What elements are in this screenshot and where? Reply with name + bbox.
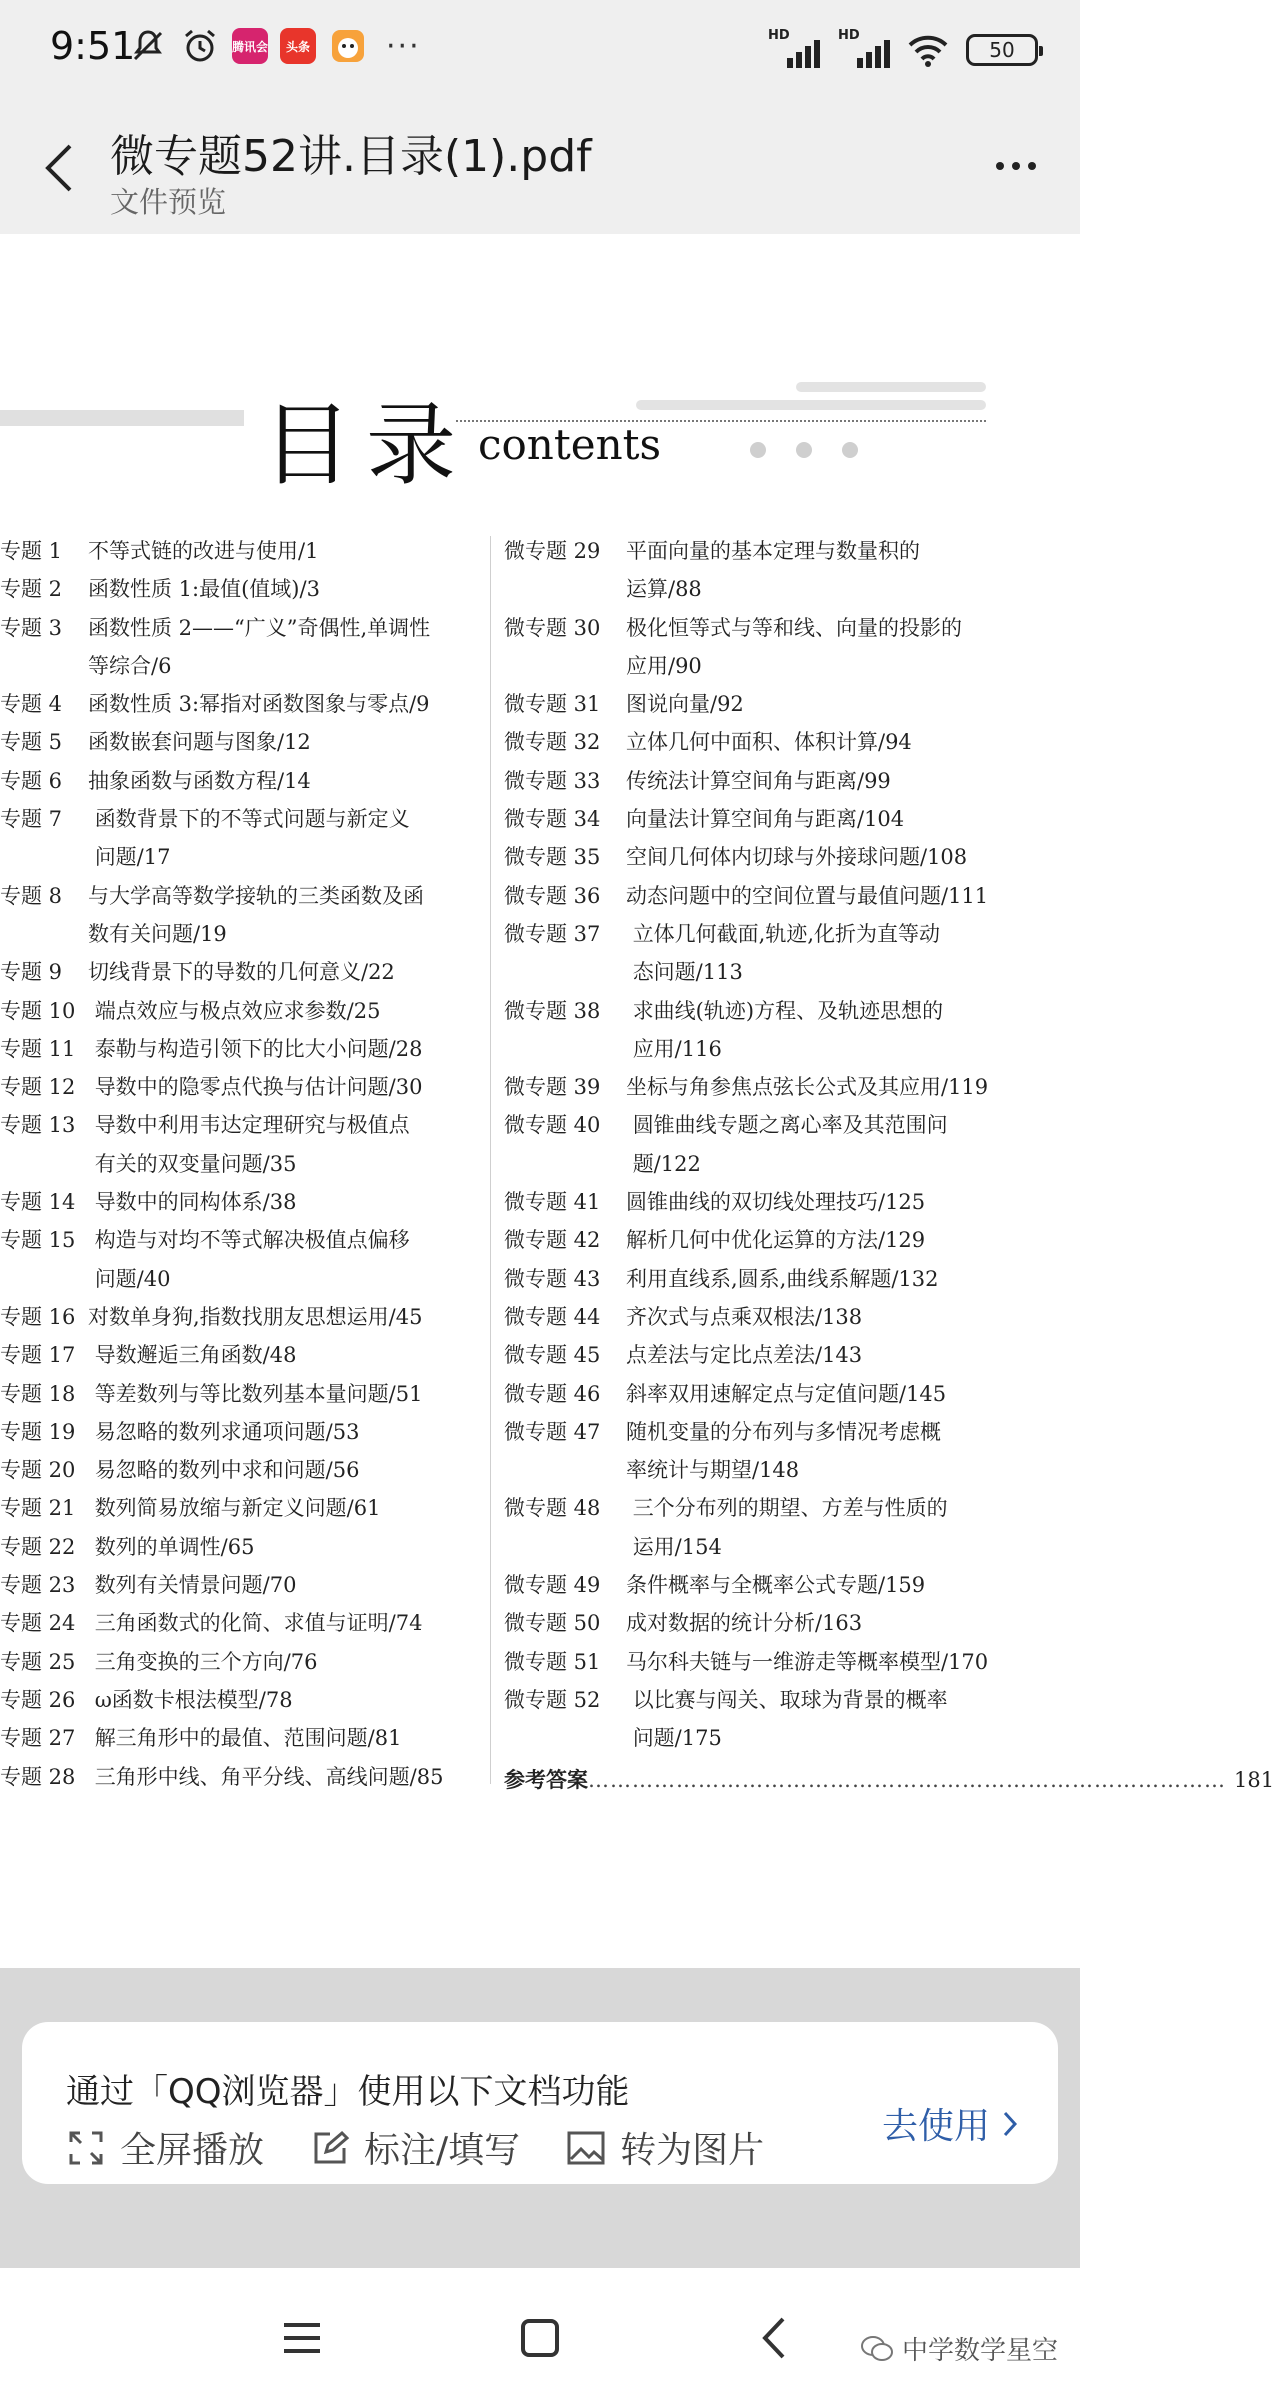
wechat-icon xyxy=(860,2334,894,2364)
annotate-label: 标注/填写 xyxy=(364,2130,521,2171)
nav-home-button[interactable] xyxy=(510,2308,570,2368)
toc-entry-number: 专题 22 xyxy=(0,1534,76,1559)
toc-entry-title: 平面向量的基本定理与数量积的 运算/88 xyxy=(626,539,920,602)
toc-entry-title: 成对数据的统计分析/163 xyxy=(626,1611,863,1636)
toc-entry-title: 三角形中线、角平分线、高线问题/85 xyxy=(88,1764,444,1789)
fullscreen-icon xyxy=(66,2128,106,2168)
toc-entry-number: 微专题 45 xyxy=(504,1343,601,1368)
toc-entry-number: 微专题 38 xyxy=(504,998,601,1023)
toc-entry-number: 专题 9 xyxy=(0,960,63,985)
chevron-left-icon xyxy=(44,142,74,194)
toc-entry-title: 数列简易放缩与新定义问题/61 xyxy=(88,1496,381,1521)
toc-entry xyxy=(0,953,480,991)
toc-entry xyxy=(0,1528,480,1566)
card-features xyxy=(66,2122,810,2173)
toc-entry-number: 专题 3 xyxy=(0,615,63,640)
toc-entry-title: 斜率双用速解定点与定值问题/145 xyxy=(626,1381,947,1406)
use-now-button[interactable] xyxy=(882,2098,1018,2149)
heading-decor-dots xyxy=(750,442,858,458)
wifi-icon xyxy=(908,30,948,70)
toc-entry-number: 专题 10 xyxy=(0,998,76,1023)
status-icons-right xyxy=(768,30,1038,70)
toc-entry xyxy=(504,1413,1024,1490)
fullscreen-button[interactable] xyxy=(66,2122,264,2173)
image-icon xyxy=(566,2128,606,2168)
toc-entry xyxy=(504,1106,1024,1183)
toc-entry-title: 三角变换的三个方向/76 xyxy=(88,1649,318,1674)
toc-entry-title: 圆锥曲线的双切线处理技巧/125 xyxy=(626,1190,926,1215)
toc-entry-number: 专题 5 xyxy=(0,730,63,755)
toc-entry-title: 数列的单调性/65 xyxy=(88,1534,255,1559)
toc-entry-number: 微专题 31 xyxy=(504,692,601,717)
menu-icon xyxy=(282,2321,322,2355)
toc-entry-number: 专题 27 xyxy=(0,1726,76,1751)
status-overflow: ··· xyxy=(386,28,421,64)
toc-entry-title: 向量法计算空间角与距离/104 xyxy=(626,807,905,832)
toc-entry-title: 切线背景下的导数的几何意义/22 xyxy=(88,960,395,985)
toc-entry xyxy=(0,1298,480,1336)
status-bar xyxy=(0,0,1080,100)
toc-entry-title: 极化恒等式与等和线、向量的投影的 应用/90 xyxy=(626,615,962,678)
signal-icon-2 xyxy=(838,28,890,68)
toc-entry xyxy=(0,1604,480,1642)
answers-leader: …………………………………………………………………………… xyxy=(588,1767,1226,1792)
toc-entry-title: 函数背景下的不等式问题与新定义 问题/17 xyxy=(94,807,410,870)
toc-entry xyxy=(0,1413,480,1451)
toc-entry-title: 动态问题中的空间位置与最值问题/111 xyxy=(626,883,989,908)
toc-entry-number: 微专题 48 xyxy=(504,1496,601,1521)
fullscreen-label: 全屏播放 xyxy=(120,2130,265,2171)
toc-entry xyxy=(504,877,1024,915)
toc-entry-number: 专题 20 xyxy=(0,1458,76,1483)
toc-entry-number: 微专题 34 xyxy=(504,807,601,832)
heading-decor-line xyxy=(636,400,986,410)
toc-entry-title: 构造与对均不等式解决极值点偏移 问题/40 xyxy=(94,1228,410,1291)
toc-entry xyxy=(0,800,480,877)
annotate-button[interactable] xyxy=(310,2122,520,2173)
toc-entry-number: 专题 1 xyxy=(0,539,63,563)
toc-entry-title: 随机变量的分布列与多情况考虑概 率统计与期望/148 xyxy=(626,1419,941,1483)
toc-left-column xyxy=(0,532,480,1796)
answers-label: 参考答案 xyxy=(504,1766,588,1792)
toc-entry-number: 微专题 42 xyxy=(504,1228,601,1253)
alarm-icon xyxy=(180,26,220,66)
toc-entry-number: 专题 25 xyxy=(0,1649,76,1674)
status-icons-left xyxy=(128,26,421,66)
toc-entry-title: 导数中利用韦达定理研究与极值点 有关的双变量问题/35 xyxy=(94,1113,410,1176)
toc-entry-title: 等差数列与等比数列基本量问题/51 xyxy=(88,1381,423,1406)
more-options-button[interactable] xyxy=(986,146,1046,186)
toc-entry-number: 专题 19 xyxy=(0,1419,76,1444)
toc-entry-number: 微专题 36 xyxy=(504,883,601,908)
toc-entry xyxy=(504,1375,1024,1413)
toc-entry xyxy=(0,1030,480,1068)
toc-entry xyxy=(0,1758,480,1796)
toc-entry xyxy=(0,1451,480,1489)
toc-entry-number: 专题 17 xyxy=(0,1343,76,1368)
toc-entry-title: 圆锥曲线专题之离心率及其范围问 题/122 xyxy=(632,1113,948,1176)
toc-entry-number: 专题 21 xyxy=(0,1496,76,1521)
toc-entry xyxy=(504,762,1024,800)
toc-entry-title: 立体几何中面积、体积计算/94 xyxy=(626,730,912,755)
toc-entry-title: 易忽略的数列求通项问题/53 xyxy=(88,1419,360,1444)
toc-entry-title: 易忽略的数列中求和问题/56 xyxy=(88,1458,360,1483)
toc-entry xyxy=(0,1221,480,1298)
home-icon xyxy=(520,2318,560,2358)
toc-entry-title: 以比赛与闯关、取球为背景的概率 问题/175 xyxy=(632,1687,948,1751)
toc-entry-number: 微专题 52 xyxy=(504,1687,601,1712)
toc-entry xyxy=(0,1643,480,1681)
toc-entry xyxy=(504,992,1024,1069)
toc-entry xyxy=(0,762,480,800)
toc-entry-title: 对数单身狗,指数找朋友思想运用/45 xyxy=(88,1304,423,1329)
toc-entry-title: 不等式链的改进与使用/1 xyxy=(88,539,319,563)
toc-entry xyxy=(0,1719,480,1757)
battery-indicator: 50 xyxy=(966,34,1038,66)
toc-entry xyxy=(504,838,1024,876)
toc-entry xyxy=(504,1566,1024,1604)
toc-entry-title: 函数性质 2——“广义”奇偶性,单调性 等综合/6 xyxy=(88,615,431,678)
toc-entry-number: 专题 23 xyxy=(0,1573,76,1598)
toc-entry-number: 专题 26 xyxy=(0,1687,76,1712)
signal-hd-label-2: HD xyxy=(838,28,860,43)
to-image-button[interactable] xyxy=(566,2122,764,2173)
toc-entry-number: 微专题 49 xyxy=(504,1573,601,1598)
system-nav-bar xyxy=(0,2268,1080,2400)
qq-browser-card[interactable] xyxy=(22,2022,1058,2184)
toc-entry xyxy=(0,877,480,954)
toc-entry xyxy=(0,723,480,761)
toc-entry-number: 微专题 30 xyxy=(504,615,601,640)
toc-entry xyxy=(0,1566,480,1604)
toc-entry-number: 专题 8 xyxy=(0,883,63,908)
toc-entry-title: 马尔科夫链与一维游走等概率模型/170 xyxy=(626,1649,989,1674)
toc-entry xyxy=(504,1298,1024,1336)
toc-entry-number: 专题 14 xyxy=(0,1190,76,1215)
watermark-text: 中学数学星空 xyxy=(901,2336,1058,2366)
toc-entry-title: 利用直线系,圆系,曲线系解题/132 xyxy=(626,1266,939,1291)
toc-entry-number: 专题 6 xyxy=(0,768,63,793)
toc-entry-title: 坐标与角参焦点弦长公式及其应用/119 xyxy=(626,1075,989,1100)
answers-page: 181 xyxy=(1234,1767,1274,1792)
toc-entry-number: 微专题 40 xyxy=(504,1113,601,1138)
column-divider xyxy=(490,536,491,1784)
mute-icon xyxy=(128,26,168,66)
toc-heading-en: contents xyxy=(478,420,662,469)
toc-entry xyxy=(504,1183,1024,1221)
edit-icon xyxy=(310,2128,350,2168)
chevron-right-icon xyxy=(1002,2110,1018,2138)
toc-entry xyxy=(504,609,1024,686)
toc-entry-number: 微专题 33 xyxy=(504,768,601,793)
toc-entry xyxy=(0,609,480,686)
toc-entry xyxy=(504,1260,1024,1298)
toc-entry-title: ω函数卡根法模型/78 xyxy=(88,1687,293,1712)
signal-hd-label: HD xyxy=(768,28,790,43)
signal-icon xyxy=(768,28,820,68)
toc-entry xyxy=(0,685,480,723)
toc-entry-title: 泰勒与构造引领下的比大小问题/28 xyxy=(88,1036,423,1061)
toc-entry xyxy=(504,1221,1024,1259)
toc-entry xyxy=(504,1643,1024,1681)
toc-entry xyxy=(504,800,1024,838)
toc-entry xyxy=(0,570,480,608)
toc-entry-title: 函数性质 1:最值(值域)/3 xyxy=(88,577,320,602)
to-image-label: 转为图片 xyxy=(620,2130,765,2171)
toc-entry-number: 专题 2 xyxy=(0,577,63,602)
heading-decor-bar xyxy=(0,410,244,426)
toc-right-column xyxy=(504,532,1274,1800)
more-dot-icon xyxy=(996,162,1004,170)
toc-entry xyxy=(0,1183,480,1221)
toc-entry-number: 专题 7 xyxy=(0,807,63,832)
use-now-label: 去使用 xyxy=(881,2106,990,2147)
toc-entry-title: 导数中的隐零点代换与估计问题/30 xyxy=(88,1075,423,1100)
toc-entry xyxy=(0,532,480,570)
toc-entry xyxy=(504,1336,1024,1374)
nav-back-button[interactable] xyxy=(744,2308,804,2368)
toc-entry xyxy=(504,685,1024,723)
toc-entry-title: 传统法计算空间角与距离/99 xyxy=(626,768,891,793)
toc-entry-title: 图说向量/92 xyxy=(626,692,744,717)
toc-entry-title: 点差法与定比点差法/143 xyxy=(626,1343,863,1368)
title-bar xyxy=(0,100,1080,234)
toc-entry-number: 微专题 37 xyxy=(504,921,601,946)
file-title: 微专题52讲.目录(1).pdf xyxy=(110,131,592,182)
toc-entry-title: 与大学高等数学接轨的三类函数及函 数有关问题/19 xyxy=(88,883,424,946)
toc-heading: 目录 xyxy=(262,393,470,498)
toc-entry-title: 导数邂逅三角函数/48 xyxy=(88,1343,297,1368)
toc-entry-title: 条件概率与全概率公式专题/159 xyxy=(626,1573,926,1598)
app-mascot-icon xyxy=(328,26,368,66)
toc-entry-number: 微专题 29 xyxy=(504,539,601,563)
toc-entry-title: 解析几何中优化运算的方法/129 xyxy=(626,1228,926,1253)
toc-entry-number: 专题 15 xyxy=(0,1228,76,1253)
toc-entry-number: 微专题 41 xyxy=(504,1190,601,1215)
toc-entry-title: 立体几何截面,轨迹,化折为直等动 态问题/113 xyxy=(632,921,941,985)
toc-entry xyxy=(0,1106,480,1183)
toc-entry xyxy=(0,992,480,1030)
more-dot-icon xyxy=(1028,162,1036,170)
toc-entry xyxy=(504,1068,1024,1106)
toc-entry-number: 专题 16 xyxy=(0,1304,76,1329)
answers-entry xyxy=(504,1760,1274,1800)
app-badge-1: 腾讯会 xyxy=(232,28,268,64)
toc-entry-title: 端点效应与极点效应求参数/25 xyxy=(88,998,381,1023)
toc-entry-number: 微专题 47 xyxy=(504,1419,601,1444)
toc-entry-title: 函数性质 3:幂指对函数图象与零点/9 xyxy=(88,692,430,717)
more-dot-icon xyxy=(1012,162,1020,170)
toc-entry-number: 微专题 51 xyxy=(504,1649,601,1674)
card-title: 通过「QQ浏览器」使用以下文档功能 xyxy=(66,2072,630,2112)
toc-entry-title: 空间几何体内切球与外接球问题/108 xyxy=(626,845,968,870)
toc-entry-title: 解三角形中的最值、范围问题/81 xyxy=(88,1726,402,1751)
toc-entry-number: 微专题 46 xyxy=(504,1381,601,1406)
toc-entry-number: 微专题 35 xyxy=(504,845,601,870)
toc-entry-title: 抽象函数与函数方程/14 xyxy=(88,768,311,793)
heading-decor-line xyxy=(796,382,986,392)
toc-entry-title: 导数中的同构体系/38 xyxy=(88,1190,297,1215)
watermark xyxy=(860,2330,1058,2367)
toc-entry-title: 齐次式与点乘双根法/138 xyxy=(626,1304,863,1329)
toc-entry-number: 微专题 39 xyxy=(504,1075,601,1100)
toc-entry-number: 微专题 43 xyxy=(504,1266,601,1291)
toc-entry-number: 微专题 50 xyxy=(504,1611,601,1636)
toc-entry-number: 专题 13 xyxy=(0,1113,76,1138)
toc-entry-title: 三角函数式的化简、求值与证明/74 xyxy=(88,1611,423,1636)
toc-entry xyxy=(504,915,1024,992)
toc-entry xyxy=(504,1604,1024,1642)
toc-entry-number: 专题 24 xyxy=(0,1611,76,1636)
toc-entry-title: 数列有关情景问题/70 xyxy=(88,1573,297,1598)
toc-entry-number: 专题 4 xyxy=(0,692,63,717)
toc-entry xyxy=(0,1681,480,1719)
file-subtitle: 文件预览 xyxy=(110,185,227,219)
toc-entry-number: 微专题 44 xyxy=(504,1304,601,1329)
toc-entry xyxy=(504,532,1024,609)
toc-entry-title: 求曲线(轨迹)方程、及轨迹思想的 应用/116 xyxy=(632,998,944,1061)
toc-entry-number: 专题 12 xyxy=(0,1075,76,1100)
toc-entry-number: 专题 11 xyxy=(0,1036,76,1061)
toc-entry xyxy=(504,1681,1024,1758)
toc-entry-number: 微专题 32 xyxy=(504,730,601,755)
nav-menu-button[interactable] xyxy=(272,2308,332,2368)
toc-entry-number: 专题 28 xyxy=(0,1764,76,1789)
toc-entry xyxy=(0,1375,480,1413)
toc-entry xyxy=(0,1489,480,1527)
toc-entry-title: 三个分布列的期望、方差与性质的 运用/154 xyxy=(632,1496,948,1559)
back-icon xyxy=(761,2316,787,2360)
status-time: 9:51 xyxy=(50,24,136,68)
toc-entry xyxy=(0,1068,480,1106)
toc-entry-title: 函数嵌套问题与图象/12 xyxy=(88,730,311,755)
back-button[interactable] xyxy=(34,138,84,198)
app-badge-2: 头条 xyxy=(280,28,316,64)
toc-entry xyxy=(504,1489,1024,1566)
toc-entry xyxy=(0,1336,480,1374)
toc-entry-number: 专题 18 xyxy=(0,1381,76,1406)
toc-entry xyxy=(504,723,1024,761)
document-preview[interactable] xyxy=(0,234,1274,1968)
